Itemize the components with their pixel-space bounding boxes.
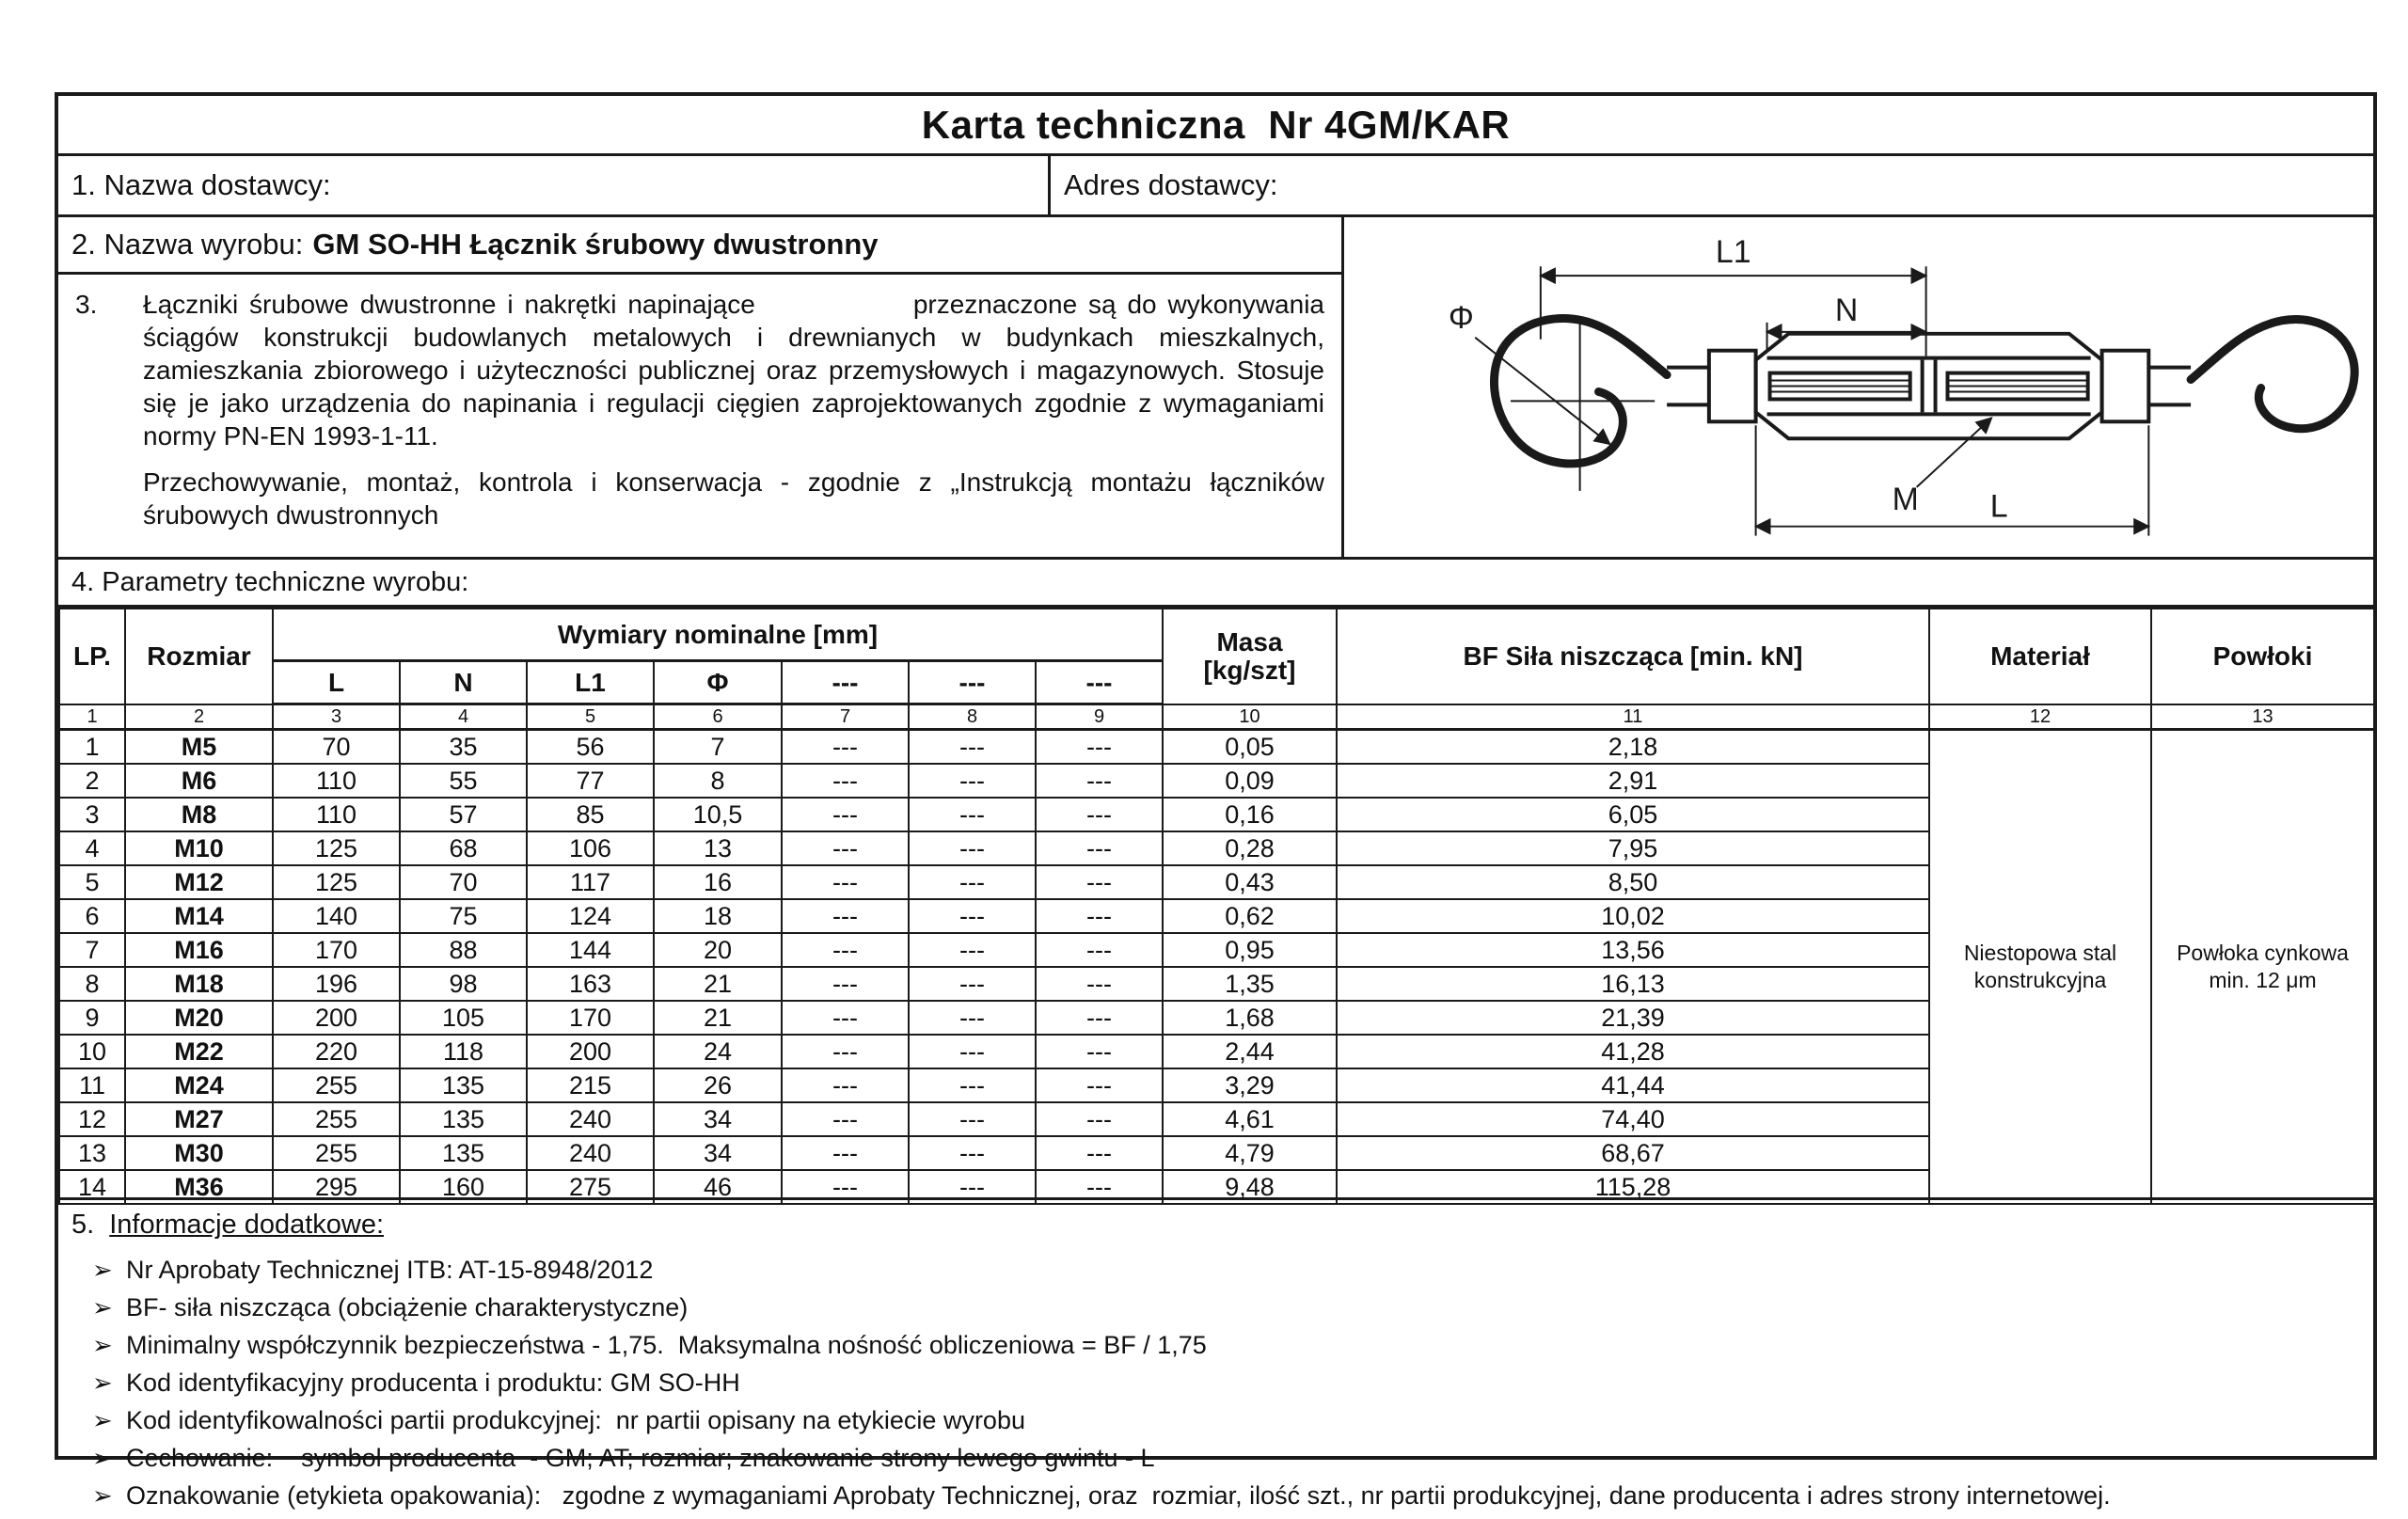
cell: --- <box>782 798 909 831</box>
cell: --- <box>909 899 1036 933</box>
cell: 170 <box>273 933 400 967</box>
additional-info-section <box>58 1200 2373 1519</box>
cell: 16 <box>654 865 782 899</box>
cell: 13 <box>59 1136 125 1170</box>
cell: 255 <box>273 1136 400 1170</box>
cell: M5 <box>125 730 273 765</box>
cell: --- <box>1036 865 1163 899</box>
cell: --- <box>909 730 1036 765</box>
list-item <box>71 1406 2356 1435</box>
cell: 110 <box>273 764 400 798</box>
cell: 215 <box>527 1068 654 1102</box>
label-m: M <box>1892 481 1919 517</box>
cell: 140 <box>273 899 400 933</box>
right-hook <box>2191 320 2354 429</box>
list-item-text: Cechowanie: symbol producenta - GM; AT; rozmiar; znakowanie strony lewego gwintu - L <box>126 1444 1155 1472</box>
description-paragraph-1-end: przeznaczone są do wykonywania ściągów konstrukcji budowlanych metalowych i drewnianych w budynkach mieszkalnych, zamieszkania zbiorowego i użyteczności publicznej oraz przemysłowych i magazynowych. Stosuje się je jako urządzenia do napinania i regulacji cięgien zaprojektowanych zgodnie z wymaganiami normy PN-EN 1993-1-11. <box>143 290 1324 451</box>
cell: --- <box>782 1102 909 1136</box>
technical-drawing-cell <box>1344 217 2373 557</box>
page-title: Karta techniczna Nr 4GM/KAR <box>921 102 1511 147</box>
cell: M12 <box>125 865 273 899</box>
cell: --- <box>782 1068 909 1102</box>
column-number: 13 <box>2151 704 2374 730</box>
cell: 124 <box>527 899 654 933</box>
cell: --- <box>782 1136 909 1170</box>
cell: 10,02 <box>1337 899 1929 933</box>
cell: 0,28 <box>1163 831 1337 865</box>
cell: 200 <box>527 1035 654 1068</box>
cell: 0,05 <box>1163 730 1337 765</box>
cell: 7 <box>59 933 125 967</box>
cell: 170 <box>527 1001 654 1035</box>
cell: 115,28 <box>1337 1170 1929 1204</box>
cell: 77 <box>527 764 654 798</box>
cell: 9,48 <box>1163 1170 1337 1204</box>
cell: 34 <box>654 1102 782 1136</box>
cell: 160 <box>400 1170 527 1204</box>
cell: 255 <box>273 1102 400 1136</box>
list-item-text: Kod identyfikowalności partii produkcyjnej: nr partii opisany na etykiecie wyrobu <box>126 1406 1025 1434</box>
cell: 12 <box>59 1102 125 1136</box>
cell: 275 <box>527 1170 654 1204</box>
cell: 57 <box>400 798 527 831</box>
title-row <box>58 96 2373 156</box>
cell: 9 <box>59 1001 125 1035</box>
list-item-text: Nr Aprobaty Technicznej ITB: AT-15-8948/2012 <box>126 1256 654 1284</box>
cell: 11 <box>59 1068 125 1102</box>
cell: 13,56 <box>1337 933 1929 967</box>
arrow-bullet-icon: ➢ <box>92 1369 113 1397</box>
cell: 6 <box>59 899 125 933</box>
cell: 21 <box>654 1001 782 1035</box>
cell: 5 <box>59 865 125 899</box>
cell: M30 <box>125 1136 273 1170</box>
column-number: 9 <box>1036 704 1163 730</box>
cell: 0,95 <box>1163 933 1337 967</box>
cell: 0,16 <box>1163 798 1337 831</box>
product-description <box>58 275 1341 557</box>
cell: 255 <box>273 1068 400 1102</box>
cell: --- <box>1036 1136 1163 1170</box>
cell: 35 <box>400 730 527 765</box>
cell: --- <box>909 831 1036 865</box>
table-header-row <box>59 609 2374 661</box>
supplier-name-cell <box>58 156 1051 214</box>
cell: 70 <box>400 865 527 899</box>
list-item <box>71 1293 2356 1322</box>
cell: 20 <box>654 933 782 967</box>
additional-info-heading <box>71 1210 2356 1241</box>
cell: 85 <box>527 798 654 831</box>
list-item-text: Oznakowanie (etykieta opakowania): zgodne z wymaganiami Aprobaty Technicznej, oraz rozmiar, ilość szt., nr partii produkcyjnej, dane producenta i adres strony internetowej. <box>126 1481 2111 1510</box>
table-row <box>59 730 2374 765</box>
cell: 4 <box>59 831 125 865</box>
cell: --- <box>909 1035 1036 1068</box>
turnbuckle-drawing <box>1344 217 2373 557</box>
cell: --- <box>782 967 909 1001</box>
cell: 7 <box>654 730 782 765</box>
supplier-row <box>58 156 2373 217</box>
cell: --- <box>782 933 909 967</box>
cell: --- <box>1036 730 1163 765</box>
coating-cell: Powłoka cynkowa min. 12 μm <box>2151 730 2374 1205</box>
arrow-bullet-icon: ➢ <box>92 1331 113 1359</box>
list-item-text: BF- siła niszcząca (obciążenie charakterystyczne) <box>126 1293 689 1321</box>
supplier-label: 1. Nazwa dostawcy: <box>71 168 331 201</box>
col-header-dimensions-group: Wymiary nominalne [mm] <box>273 609 1163 661</box>
cell: 46 <box>654 1170 782 1204</box>
cell: 18 <box>654 899 782 933</box>
list-item-text: Kod identyfikacyjny producenta i produktu: GM SO-HH <box>126 1369 740 1397</box>
cell: 295 <box>273 1170 400 1204</box>
list-item <box>71 1444 2356 1473</box>
cell: --- <box>909 1170 1036 1204</box>
cell: M18 <box>125 967 273 1001</box>
cell: M20 <box>125 1001 273 1035</box>
cell: --- <box>1036 764 1163 798</box>
col-header-mass <box>1163 609 1337 704</box>
list-item <box>71 1256 2356 1285</box>
product-and-description-section <box>58 217 2373 560</box>
arrow-bullet-icon: ➢ <box>92 1481 113 1510</box>
cell: --- <box>909 798 1036 831</box>
cell: 10,5 <box>654 798 782 831</box>
cell: 2,18 <box>1337 730 1929 765</box>
cell: 0,43 <box>1163 865 1337 899</box>
cell: 8,50 <box>1337 865 1929 899</box>
cell: --- <box>1036 1068 1163 1102</box>
cell: --- <box>782 764 909 798</box>
cell: M27 <box>125 1102 273 1136</box>
product-label: 2. Nazwa wyrobu: <box>71 228 304 261</box>
cell: 3 <box>59 798 125 831</box>
cell: 68,67 <box>1337 1136 1929 1170</box>
cell: --- <box>782 1035 909 1068</box>
supplier-address-label: Adres dostawcy: <box>1064 168 1278 201</box>
parameters-table <box>58 608 2375 1205</box>
cell: 7,95 <box>1337 831 1929 865</box>
cell: --- <box>909 933 1036 967</box>
arrow-bullet-icon: ➢ <box>92 1444 113 1472</box>
cell: M36 <box>125 1170 273 1204</box>
cell: 4,79 <box>1163 1136 1337 1170</box>
cell: --- <box>1036 831 1163 865</box>
column-number: 3 <box>273 704 400 730</box>
col-header-material: Materiał <box>1929 609 2151 704</box>
cell: 105 <box>400 1001 527 1035</box>
cell: --- <box>1036 1170 1163 1204</box>
label-l: L <box>1989 488 2008 525</box>
label-n: N <box>1834 292 1859 328</box>
cell: M10 <box>125 831 273 865</box>
list-item <box>71 1481 2356 1511</box>
cell: --- <box>782 899 909 933</box>
cell: M24 <box>125 1068 273 1102</box>
cell: --- <box>782 1001 909 1035</box>
arrow-bullet-icon: ➢ <box>92 1293 113 1321</box>
cell: M16 <box>125 933 273 967</box>
cell: M8 <box>125 798 273 831</box>
cell: 1,68 <box>1163 1001 1337 1035</box>
col-header-coating: Powłoki <box>2151 609 2374 704</box>
dim-col-header: L <box>273 661 400 704</box>
column-number: 1 <box>59 704 125 730</box>
dim-col-header: N <box>400 661 527 704</box>
cell: 16,13 <box>1337 967 1929 1001</box>
cell: --- <box>1036 967 1163 1001</box>
cell: 196 <box>273 967 400 1001</box>
cell: M14 <box>125 899 273 933</box>
column-number: 4 <box>400 704 527 730</box>
cell: 6,05 <box>1337 798 1929 831</box>
cell: 26 <box>654 1068 782 1102</box>
column-numbers-row <box>59 704 2374 730</box>
hook-shapes <box>1494 319 2354 464</box>
cell: 98 <box>400 967 527 1001</box>
cell: 135 <box>400 1136 527 1170</box>
cell: 2 <box>59 764 125 798</box>
list-item <box>71 1331 2356 1360</box>
cell: --- <box>909 1102 1036 1136</box>
cell: --- <box>1036 899 1163 933</box>
turnbuckle-body <box>1667 334 2191 438</box>
cell: 118 <box>400 1035 527 1068</box>
cell: 135 <box>400 1068 527 1102</box>
cell: 125 <box>273 865 400 899</box>
column-number: 12 <box>1929 704 2151 730</box>
cell: M22 <box>125 1035 273 1068</box>
cell: 1 <box>59 730 125 765</box>
cell: --- <box>909 1136 1036 1170</box>
cell: --- <box>1036 1001 1163 1035</box>
description-paragraph-2: Przechowywanie, montaż, kontrola i konserwacja - zgodnie z „Instrukcją montażu łączników śrubowych dwustronnych <box>143 467 1324 530</box>
cell: --- <box>909 967 1036 1001</box>
list-item-text: Minimalny współczynnik bezpieczeństwa - 1,75. Maksymalna nośność obliczeniowa = BF / 1,75 <box>126 1331 1207 1359</box>
cell: 68 <box>400 831 527 865</box>
cell: 88 <box>400 933 527 967</box>
thread-lines <box>1770 381 2088 392</box>
cell: 55 <box>400 764 527 798</box>
column-number: 2 <box>125 704 273 730</box>
cell: 106 <box>527 831 654 865</box>
mass-header-line2: [kg/szt] <box>1203 655 1296 685</box>
description-paragraph-1 <box>143 288 1324 452</box>
cell: --- <box>909 1068 1036 1102</box>
cell: --- <box>909 865 1036 899</box>
arrow-bullet-icon: ➢ <box>92 1256 113 1284</box>
cell: 220 <box>273 1035 400 1068</box>
cell: --- <box>909 1001 1036 1035</box>
column-number: 7 <box>782 704 909 730</box>
cell: 70 <box>273 730 400 765</box>
cell: 135 <box>400 1102 527 1136</box>
cell: 13 <box>654 831 782 865</box>
product-description-column <box>58 217 1344 557</box>
description-number: 3. <box>75 290 98 319</box>
cell: 2,91 <box>1337 764 1929 798</box>
col-header-bf: BF Siła niszcząca [min. kN] <box>1337 609 1929 704</box>
description-paragraph-1-start: Łączniki śrubowe dwustronne i nakrętki napinające <box>143 290 755 319</box>
additional-info-list <box>71 1256 2356 1511</box>
column-number: 6 <box>654 704 782 730</box>
supplier-address-cell <box>1051 156 2373 214</box>
label-phi: Φ <box>1448 299 1474 336</box>
col-header-size: Rozmiar <box>125 609 273 704</box>
parameters-section-header <box>58 560 2373 608</box>
additional-info-number: 5. <box>71 1210 95 1240</box>
cell: 75 <box>400 899 527 933</box>
cell: 41,28 <box>1337 1035 1929 1068</box>
cell: 34 <box>654 1136 782 1170</box>
cell: 8 <box>59 967 125 1001</box>
technical-data-sheet <box>55 92 2377 1510</box>
dim-col-header: Φ <box>654 661 782 704</box>
column-number: 11 <box>1337 704 1929 730</box>
cell: 110 <box>273 798 400 831</box>
cell: 144 <box>527 933 654 967</box>
cell: --- <box>782 831 909 865</box>
cell: 1,35 <box>1163 967 1337 1001</box>
cell: 0,09 <box>1163 764 1337 798</box>
dim-col-header: --- <box>909 661 1036 704</box>
cell: 240 <box>527 1102 654 1136</box>
cell: 4,61 <box>1163 1102 1337 1136</box>
cell: 56 <box>527 730 654 765</box>
cell: 240 <box>527 1136 654 1170</box>
cell: --- <box>909 764 1036 798</box>
cell: 163 <box>527 967 654 1001</box>
material-cell: Niestopowa stal konstrukcyjna <box>1929 730 2151 1205</box>
cell: 2,44 <box>1163 1035 1337 1068</box>
cell: 41,44 <box>1337 1068 1929 1102</box>
col-header-lp: LP. <box>59 609 125 704</box>
product-name: GM SO-HH Łącznik śrubowy dwustronny <box>312 228 879 261</box>
column-number: 5 <box>527 704 654 730</box>
arrow-bullet-icon: ➢ <box>92 1406 113 1434</box>
product-name-row <box>58 217 1341 275</box>
dim-col-header: L1 <box>527 661 654 704</box>
cell: 125 <box>273 831 400 865</box>
dim-col-header: --- <box>782 661 909 704</box>
cell: 24 <box>654 1035 782 1068</box>
parameters-table-wrap <box>58 608 2373 1200</box>
cell: 3,29 <box>1163 1068 1337 1102</box>
cell: 10 <box>59 1035 125 1068</box>
cell: --- <box>782 865 909 899</box>
cell: 200 <box>273 1001 400 1035</box>
column-number: 8 <box>909 704 1036 730</box>
cell: 117 <box>527 865 654 899</box>
table-body <box>59 730 2374 1205</box>
label-l1: L1 <box>1715 234 1751 271</box>
cell: --- <box>1036 798 1163 831</box>
cell: --- <box>1036 1102 1163 1136</box>
cell: --- <box>1036 933 1163 967</box>
mass-header-line1: Masa <box>1216 626 1283 657</box>
cell: 0,62 <box>1163 899 1337 933</box>
cell: 74,40 <box>1337 1102 1929 1136</box>
cell: --- <box>782 1170 909 1204</box>
cell: 21 <box>654 967 782 1001</box>
cell: 21,39 <box>1337 1001 1929 1035</box>
list-item <box>71 1369 2356 1398</box>
cell: 14 <box>59 1170 125 1204</box>
additional-info-title: Informacje dodatkowe: <box>109 1210 385 1240</box>
cell: --- <box>1036 1035 1163 1068</box>
cell: 8 <box>654 764 782 798</box>
cell: --- <box>782 730 909 765</box>
parameters-section-label: 4. Parametry techniczne wyrobu: <box>71 566 469 597</box>
cell: M6 <box>125 764 273 798</box>
column-number: 10 <box>1163 704 1337 730</box>
dim-col-header: --- <box>1036 661 1163 704</box>
